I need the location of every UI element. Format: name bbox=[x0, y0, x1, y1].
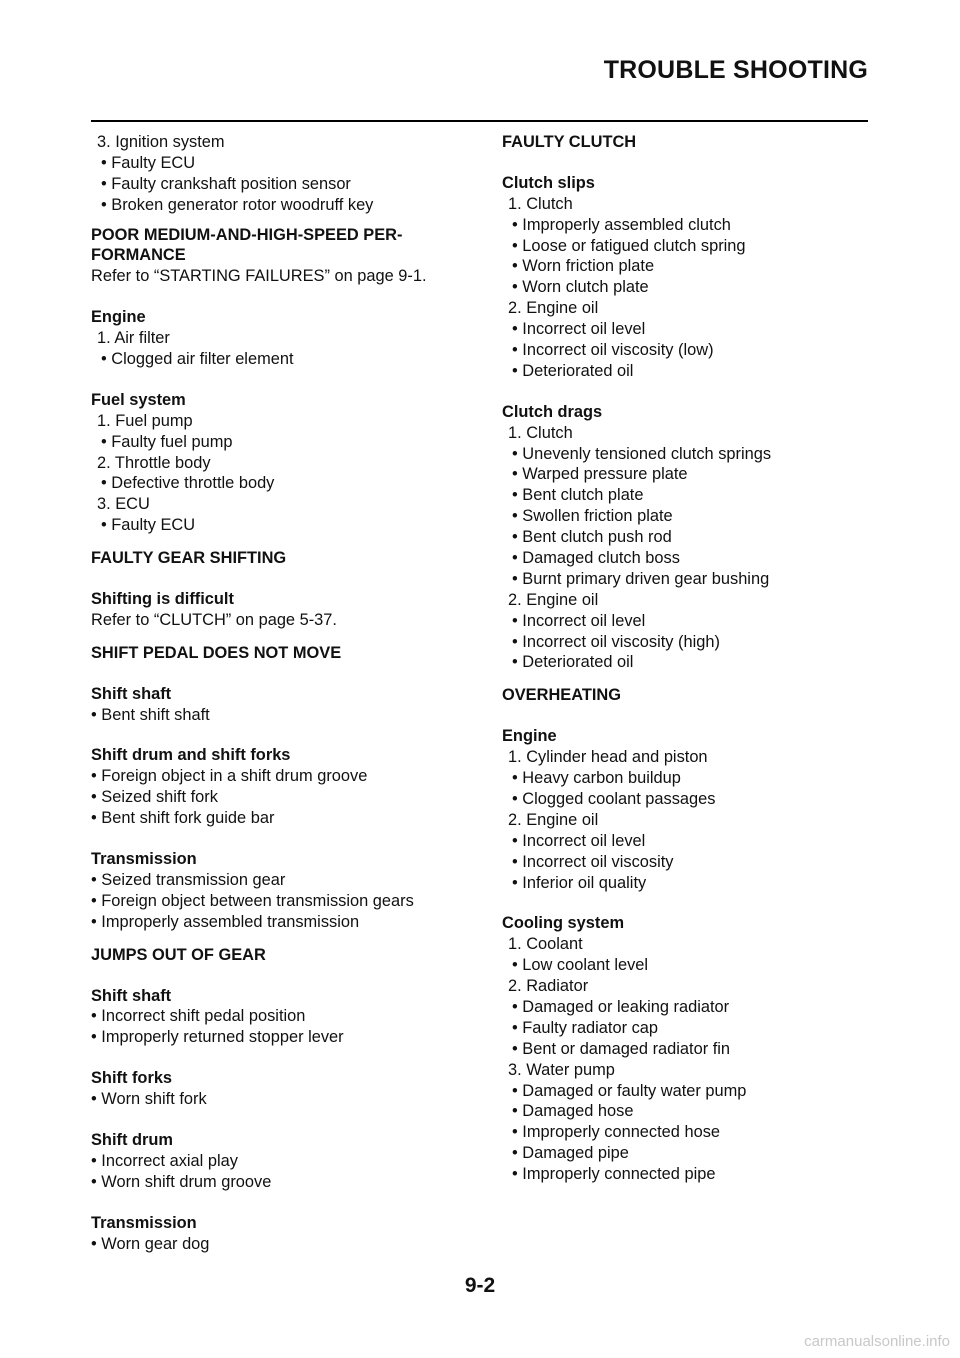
bullet-item: • Faulty crankshaft position sensor bbox=[101, 174, 351, 193]
watermark-text: carmanualsonline.info bbox=[804, 1333, 950, 1350]
right-column bbox=[502, 132, 897, 1185]
numbered-item: 1. Air filter bbox=[97, 329, 170, 348]
bullet-item: • Deteriorated oil bbox=[512, 653, 634, 672]
numbered-item: 3. Water pump bbox=[508, 1060, 615, 1079]
title-divider bbox=[91, 120, 868, 122]
spacer bbox=[91, 933, 486, 945]
text-line: • Improperly assembled transmission bbox=[91, 912, 360, 931]
bullet-item: • Incorrect oil level bbox=[512, 831, 646, 850]
bullet-item: • Faulty ECU bbox=[101, 516, 196, 535]
section-heading: Shifting is difficult bbox=[91, 590, 234, 609]
text-line: • Bent shift shaft bbox=[91, 705, 210, 724]
bullet-item: • Swollen friction plate bbox=[512, 507, 673, 526]
spacer bbox=[502, 153, 897, 173]
section-heading: Transmission bbox=[91, 1213, 197, 1232]
numbered-item: 1. Clutch bbox=[508, 423, 573, 442]
bullet-item: • Improperly assembled clutch bbox=[512, 215, 731, 234]
bullet-item: • Burnt primary driven gear bushing bbox=[512, 569, 770, 588]
bullet-item: • Clogged coolant passages bbox=[512, 789, 716, 808]
spacer bbox=[91, 1110, 486, 1130]
bullet-item: • Inferior oil quality bbox=[512, 873, 647, 892]
text-line: • Worn shift fork bbox=[91, 1090, 207, 1109]
bullet-item: • Broken generator rotor woodruff key bbox=[101, 195, 374, 214]
section-heading: OVERHEATING bbox=[502, 686, 621, 705]
bullet-item: • Damaged or leaking radiator bbox=[512, 997, 730, 1016]
spacer bbox=[91, 287, 486, 307]
spacer bbox=[91, 1193, 486, 1213]
bullet-item: • Loose or fatigued clutch spring bbox=[512, 236, 746, 255]
spacer bbox=[91, 631, 486, 643]
bullet-item: • Bent clutch push rod bbox=[512, 528, 672, 547]
text-line: • Incorrect shift pedal position bbox=[91, 1007, 306, 1026]
bullet-item: • Defective throttle body bbox=[101, 474, 275, 493]
page-title: TROUBLE SHOOTING bbox=[603, 56, 868, 84]
section-heading: Shift shaft bbox=[91, 986, 172, 1005]
section-heading: Shift drum bbox=[91, 1130, 173, 1149]
text-line: • Seized transmission gear bbox=[91, 870, 286, 889]
numbered-item: 1. Fuel pump bbox=[97, 411, 193, 430]
numbered-item: 2. Throttle body bbox=[97, 453, 211, 472]
numbered-item: 3. ECU bbox=[97, 495, 150, 514]
bullet-item: • Faulty ECU bbox=[101, 153, 196, 172]
section-heading: Engine bbox=[91, 308, 146, 327]
bullet-item: • Improperly connected pipe bbox=[512, 1165, 716, 1184]
numbered-item: 1. Cylinder head and piston bbox=[508, 748, 708, 767]
spacer bbox=[91, 536, 486, 548]
numbered-item: 2. Engine oil bbox=[508, 299, 599, 318]
bullet-item: • Bent clutch plate bbox=[512, 486, 644, 505]
spacer bbox=[91, 1048, 486, 1068]
spacer bbox=[91, 829, 486, 849]
numbered-item: 2. Engine oil bbox=[508, 810, 599, 829]
spacer bbox=[91, 569, 486, 589]
bullet-item: • Incorrect oil level bbox=[512, 320, 646, 339]
spacer bbox=[91, 725, 486, 745]
text-line: Refer to “CLUTCH” on page 5-37. bbox=[91, 610, 337, 629]
numbered-item: 3. Ignition system bbox=[97, 133, 225, 151]
section-heading: Fuel system bbox=[91, 390, 186, 409]
section-heading: SHIFT PEDAL DOES NOT MOVE bbox=[91, 643, 342, 662]
section-heading: Shift shaft bbox=[91, 684, 172, 703]
bullet-item: • Bent or damaged radiator fin bbox=[512, 1039, 731, 1058]
section-heading: Transmission bbox=[91, 850, 197, 869]
bullet-item: • Worn clutch plate bbox=[512, 278, 649, 297]
section-heading: Shift drum and shift forks bbox=[91, 746, 291, 765]
bullet-item: • Damaged clutch boss bbox=[512, 549, 680, 568]
numbered-item: 1. Clutch bbox=[508, 194, 573, 213]
bullet-item: • Worn friction plate bbox=[512, 257, 655, 276]
text-line: • Incorrect axial play bbox=[91, 1151, 238, 1170]
section-heading: Shift forks bbox=[91, 1069, 173, 1088]
text-line: • Bent shift fork guide bar bbox=[91, 809, 275, 828]
section-heading: Clutch drags bbox=[502, 402, 603, 421]
numbered-item: 2. Radiator bbox=[508, 977, 589, 996]
bullet-item: • Faulty fuel pump bbox=[101, 432, 233, 451]
bullet-item: • Damaged or faulty water pump bbox=[512, 1081, 747, 1100]
bullet-item: • Damaged pipe bbox=[512, 1144, 629, 1163]
bullet-item: • Incorrect oil level bbox=[512, 611, 646, 630]
text-line: • Improperly returned stopper lever bbox=[91, 1028, 344, 1047]
spacer bbox=[502, 706, 897, 726]
section-heading: FORMANCE bbox=[91, 246, 186, 265]
text-line: • Seized shift fork bbox=[91, 788, 218, 807]
bullet-item: • Heavy carbon buildup bbox=[512, 769, 681, 788]
bullet-item: • Faulty radiator cap bbox=[512, 1018, 659, 1037]
bullet-item: • Incorrect oil viscosity (low) bbox=[512, 341, 714, 360]
text-line: • Foreign object between transmission gears bbox=[91, 891, 414, 910]
section-heading: Engine bbox=[502, 727, 557, 746]
section-heading: JUMPS OUT OF GEAR bbox=[91, 945, 266, 964]
section-heading: POOR MEDIUM-AND-HIGH-SPEED PER- bbox=[91, 225, 403, 244]
bullet-item: • Low coolant level bbox=[512, 956, 649, 975]
bullet-item: • Incorrect oil viscosity bbox=[512, 852, 674, 871]
text-line: • Worn gear dog bbox=[91, 1234, 210, 1253]
section-heading: FAULTY GEAR SHIFTING bbox=[91, 549, 287, 568]
spacer bbox=[91, 966, 486, 986]
bullet-item: • Warped pressure plate bbox=[512, 465, 688, 484]
spacer bbox=[502, 382, 897, 402]
text-line: • Worn shift drum groove bbox=[91, 1172, 272, 1191]
bullet-item: • Deteriorated oil bbox=[512, 361, 634, 380]
section-heading: Clutch slips bbox=[502, 173, 595, 192]
numbered-item: 2. Engine oil bbox=[508, 590, 599, 609]
section-heading: FAULTY CLUTCH bbox=[502, 133, 637, 151]
bullet-item: • Incorrect oil viscosity (high) bbox=[512, 632, 720, 651]
spacer bbox=[91, 664, 486, 684]
page-number: 9-2 bbox=[464, 1274, 496, 1297]
bullet-item: • Damaged hose bbox=[512, 1102, 634, 1121]
bullet-item: • Clogged air filter element bbox=[101, 350, 294, 369]
text-line: Refer to “STARTING FAILURES” on page 9-1. bbox=[91, 267, 427, 286]
spacer bbox=[502, 673, 897, 685]
bullet-item: • Improperly connected hose bbox=[512, 1123, 721, 1142]
spacer bbox=[91, 370, 486, 390]
left-column bbox=[91, 132, 486, 1254]
section-heading: Cooling system bbox=[502, 914, 625, 933]
spacer bbox=[91, 216, 486, 225]
bullet-item: • Unevenly tensioned clutch springs bbox=[512, 444, 772, 463]
numbered-item: 1. Coolant bbox=[508, 935, 583, 954]
text-line: • Foreign object in a shift drum groove bbox=[91, 767, 368, 786]
spacer bbox=[502, 893, 897, 913]
